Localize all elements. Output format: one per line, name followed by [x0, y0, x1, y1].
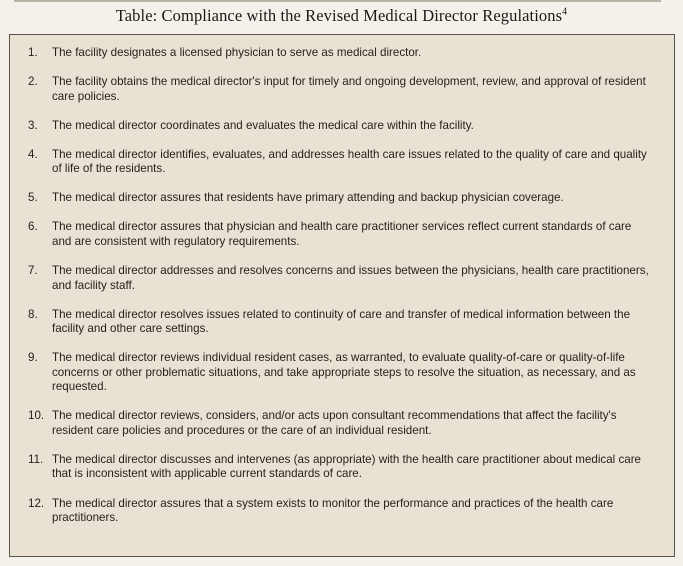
- top-rule: [14, 0, 661, 2]
- list-item: [28, 148, 650, 177]
- item-number: 12.: [28, 496, 45, 510]
- item-text: The facility designates a licensed physician to serve as medical director.: [52, 46, 422, 59]
- item-number: 6.: [28, 220, 38, 234]
- item-number: 1.: [28, 46, 38, 59]
- item-number: 8.: [28, 307, 38, 321]
- item-text: The medical director coordinates and evaluates the medical care within the facility.: [52, 118, 474, 132]
- table-title-text: Table: Compliance with the Revised Medical Director Regulations: [115, 6, 563, 25]
- list-item: [28, 75, 650, 104]
- item-number: 11.: [28, 452, 44, 466]
- table-title: [0, 6, 683, 26]
- list-item: [28, 191, 650, 206]
- item-text: The medical director reviews individual resident cases, as warranted, to evaluate quality-of-care or quality-of-life concerns or other problematic situations, and take appropriate steps to resolve the situation, as necessary, and as requested.: [52, 351, 636, 394]
- item-number: 2.: [28, 75, 38, 89]
- item-text: The medical director assures that a system exists to monitor the performance and practices of the health care practitioners.: [52, 496, 614, 525]
- regulations-list: [28, 46, 650, 540]
- list-item: [28, 453, 650, 482]
- footnote-marker: 4: [562, 6, 568, 18]
- regulations-panel: [9, 34, 675, 557]
- list-item: [28, 351, 650, 395]
- item-text: The medical director reviews, considers, and/or acts upon consultant recommendations that affect the facility's resident care policies and procedures or the care of an individual resident.: [52, 409, 617, 437]
- item-text: The medical director identifies, evaluates, and addresses health care issues related to the quality of care and quality of life of the residents.: [52, 147, 647, 176]
- item-number: 5.: [28, 191, 38, 205]
- item-number: 10.: [28, 409, 45, 423]
- item-number: 4.: [28, 147, 38, 161]
- list-item: [28, 220, 650, 249]
- list-item: [28, 119, 650, 134]
- list-item: [28, 46, 650, 61]
- item-text: The medical director assures that residents have primary attending and backup physician coverage.: [52, 191, 564, 205]
- item-number: 3.: [28, 118, 38, 132]
- item-text: The medical director addresses and resolves concerns and issues between the physicians, health care practitioners, and facility staff.: [52, 264, 649, 292]
- item-text: The medical director discusses and intervenes (as appropriate) with the health care practitioner about medical care that is inconsistent with applicable current standards of care.: [52, 452, 642, 481]
- list-item: [28, 409, 650, 438]
- list-item: [28, 497, 650, 526]
- list-item: [28, 308, 650, 337]
- list-item: [28, 264, 650, 293]
- item-text: The medical director resolves issues related to continuity of care and transfer of medical information between the facility and other care settings.: [52, 307, 631, 336]
- item-text: The medical director assures that physician and health care practitioner services reflect current standards of care and are consistent with regulatory requirements.: [52, 220, 632, 248]
- item-number: 7.: [28, 264, 38, 278]
- item-text: The facility obtains the medical director's input for timely and ongoing development, review, and approval of resident care policies.: [52, 75, 646, 103]
- item-number: 9.: [28, 351, 38, 365]
